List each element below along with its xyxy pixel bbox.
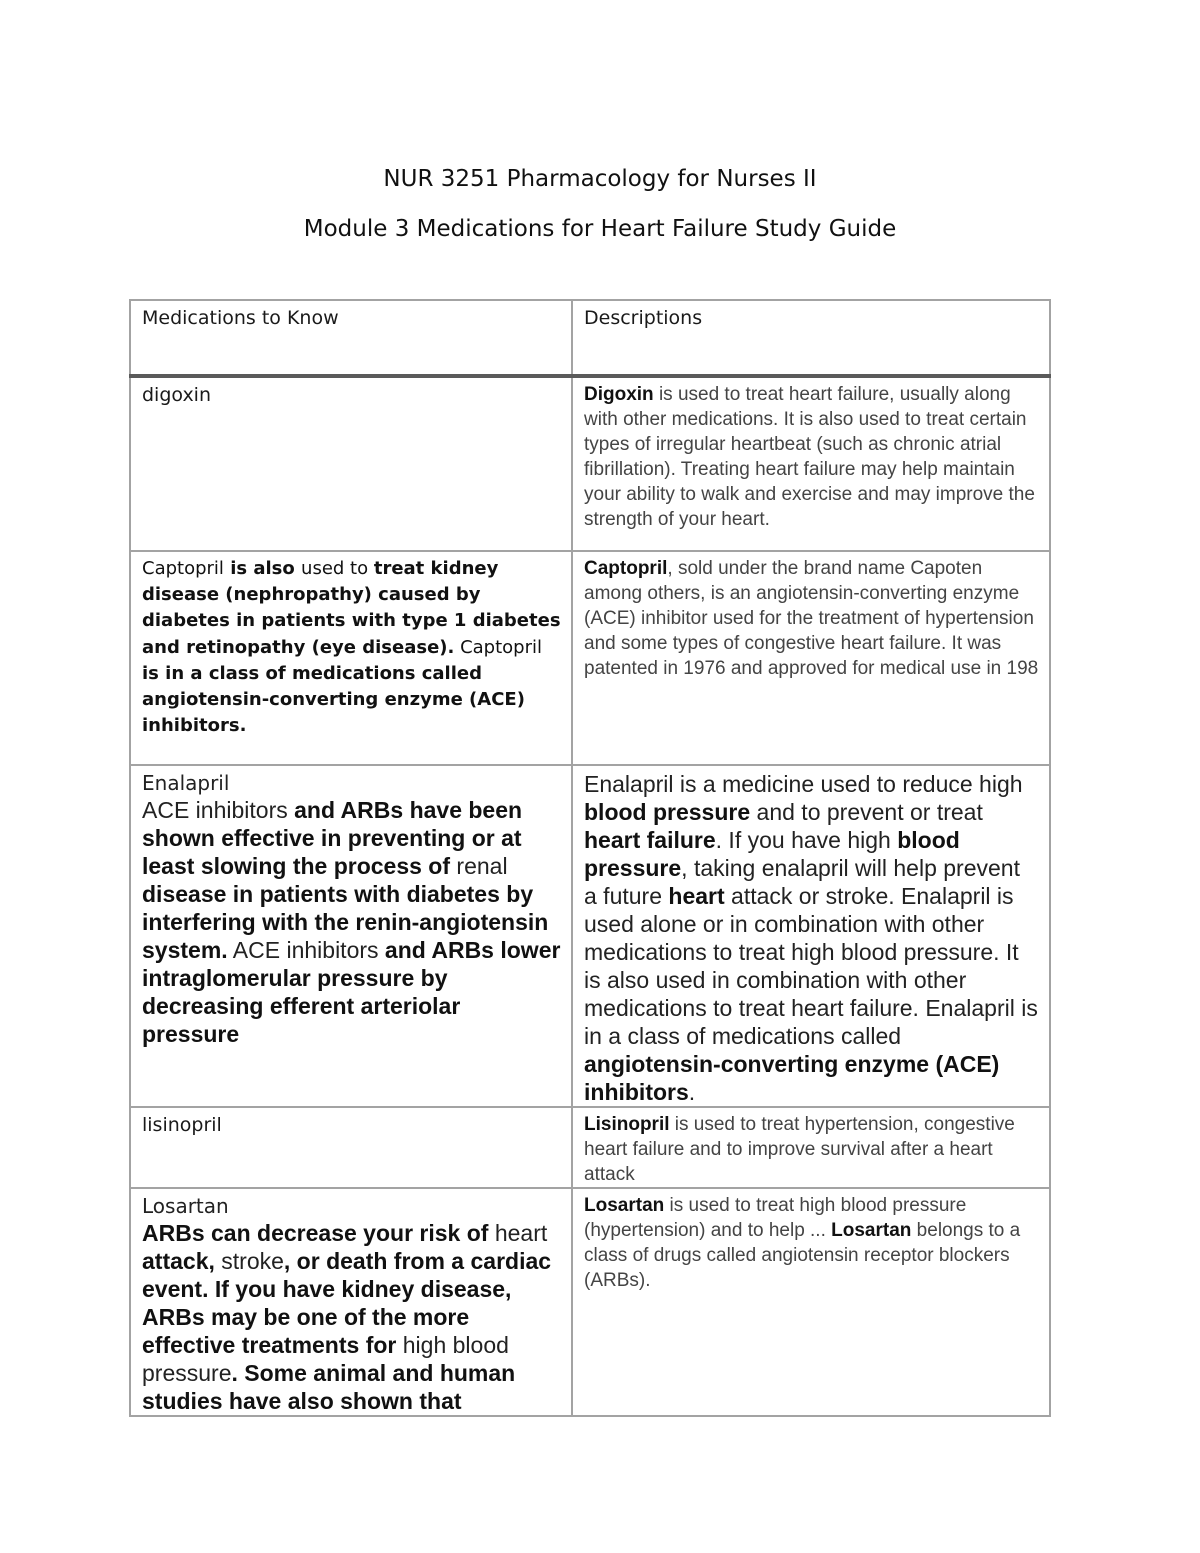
- description-bold: heart: [668, 883, 725, 909]
- left-text: heart: [488, 1220, 548, 1246]
- left-text: and ARBs lower intraglomerular pressure by decreasing efferent arteriolar pressure: [142, 937, 561, 1047]
- description-text: Enalapril is a medicine used to reduce high: [584, 771, 1023, 797]
- left-text: is also: [223, 558, 302, 579]
- medication-cell: [130, 551, 572, 765]
- description-drug-name: Captopril: [584, 558, 668, 579]
- left-text: high blood pressure: [142, 1332, 509, 1386]
- left-text: treat kidney disease (nephropathy) caused by diabetes in patients with type 1 diabetes and retinopathy (eye disease).: [142, 558, 561, 658]
- left-text: and ARBs have been shown effective in preventing or at least slowing the process of: [142, 797, 523, 879]
- left-text: used to: [301, 558, 374, 579]
- course-title: NUR 3251 Pharmacology for Nurses II: [383, 166, 817, 192]
- medication-cell: [130, 1188, 572, 1416]
- medication-cell: [130, 1107, 572, 1188]
- description-drug-name: Losartan: [831, 1220, 912, 1241]
- left-text: attack,: [142, 1248, 215, 1274]
- left-text: stroke: [214, 1248, 284, 1274]
- left-text: Captopril: [454, 636, 543, 658]
- module-title: Module 3 Medications for Heart Failure Study Guide: [303, 216, 897, 242]
- left-text: is in a class of medications called angiotensin-converting enzyme (ACE) inhibitors.: [142, 662, 525, 737]
- medication-cell: [130, 376, 572, 551]
- left-text: ACE inhibitors: [142, 797, 288, 823]
- description-text: is used to treat hypertension, congestive heart failure and to improve survival after a heart attack: [584, 1114, 1015, 1185]
- left-text: . Some animal and human studies have also shown that: [142, 1360, 516, 1414]
- description-cell: [572, 376, 1050, 551]
- table-row-enalapril: [130, 765, 1050, 1107]
- description-cell: [572, 765, 1050, 1107]
- left-text: , or death from a cardiac event. If you have kidney disease, ARBs may be one of the more effective treatments for: [142, 1248, 552, 1358]
- description-drug-name: Lisinopril: [584, 1114, 670, 1135]
- drug-name: Enalapril: [142, 771, 230, 795]
- description-bold: heart failure: [584, 827, 716, 853]
- description-text: .: [688, 1079, 696, 1105]
- description-bold: blood pressure: [584, 799, 751, 825]
- description-text: , taking enalapril will help prevent a future: [584, 855, 1020, 909]
- description-drug-name: Digoxin: [584, 384, 654, 405]
- description-text: , sold under the brand name Capoten among others, is an angiotensin-converting enzyme (ACE) inhibitor used for the treatment of hypertension and some types of congestive heart failure. It was patented in 1976 and approved for medical use in 198: [584, 558, 1039, 679]
- medication-cell: [130, 765, 572, 1107]
- description-text: . If you have high: [715, 827, 898, 853]
- description-text: is used to treat heart failure, usually along with other medications. It is also used to treat certain types of irregular heartbeat (such as chronic atrial fibrillation). Treating heart failure may help maintain your ability to walk and exercise and may improve the strength of your heart.: [584, 384, 1035, 530]
- description-cell: [572, 1188, 1050, 1416]
- drug-name: digoxin: [142, 384, 212, 406]
- description-bold: blood pressure: [584, 827, 960, 881]
- description-bold: angiotensin-converting enzyme (ACE) inhibitors: [584, 1051, 1000, 1105]
- column-header-medications: Medications to Know: [130, 300, 572, 376]
- left-text: disease in patients with diabetes by interfering with the renin-angiotensin system.: [142, 881, 549, 963]
- description-drug-name: Losartan: [584, 1195, 665, 1216]
- drug-name: Losartan: [142, 1194, 229, 1218]
- drug-name: lisinopril: [142, 1114, 222, 1136]
- description-text: belongs to a class of drugs called angiotensin receptor blockers (ARBs).: [584, 1220, 1021, 1291]
- table-row-captopril: [130, 551, 1050, 765]
- left-text: ARBs can decrease your risk of: [142, 1220, 489, 1246]
- left-text: renal: [450, 853, 508, 879]
- column-header-descriptions: Descriptions: [572, 300, 1050, 376]
- table-row-digoxin: [130, 376, 1050, 551]
- table-header-row: [130, 300, 1050, 376]
- description-text: is used to treat high blood pressure (hypertension) and to help ...: [584, 1195, 967, 1241]
- medications-table: [129, 299, 1051, 1417]
- description-text: and to prevent or treat: [750, 799, 983, 825]
- table-row-lisinopril: [130, 1107, 1050, 1188]
- description-cell: [572, 551, 1050, 765]
- table-row-losartan: [130, 1188, 1050, 1416]
- drug-name: Captopril: [142, 558, 224, 579]
- description-text: attack or stroke. Enalapril is used alone or in combination with other medications to treat high blood pressure. It is also used in combination with other medications to treat heart failure. Enalapril is in a class of medications called: [584, 883, 1038, 1049]
- left-text: ACE inhibitors: [227, 937, 379, 963]
- description-cell: [572, 1107, 1050, 1188]
